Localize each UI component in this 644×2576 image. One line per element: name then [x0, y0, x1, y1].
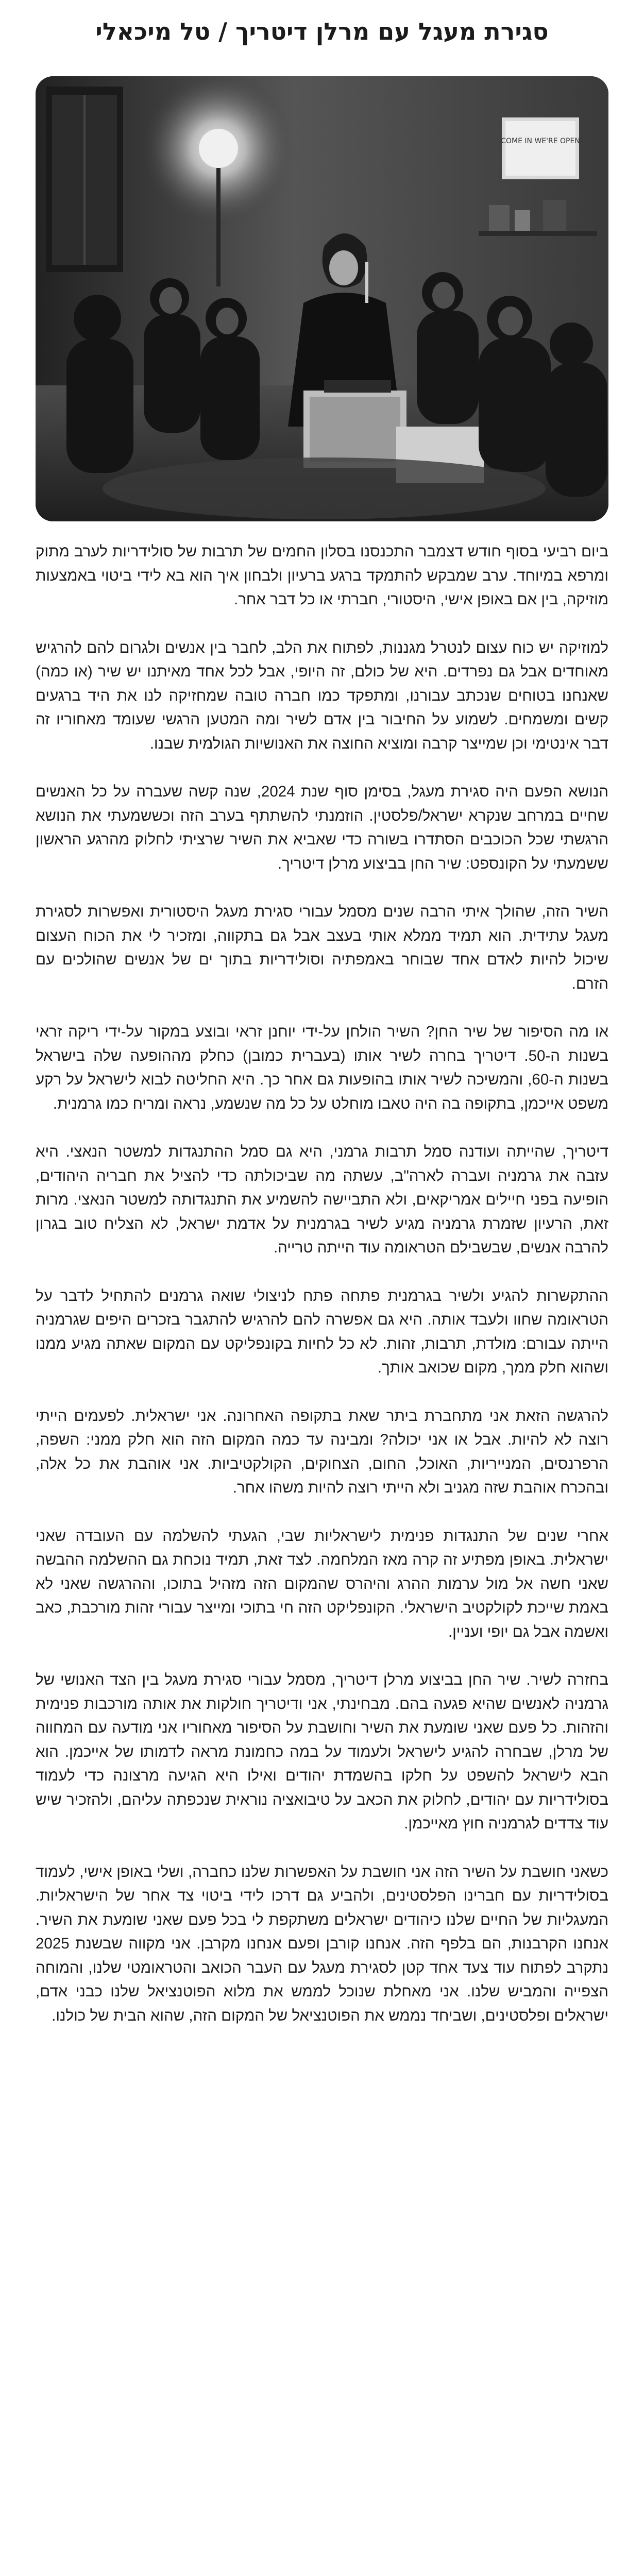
- article-paragraph-4: השיר הזה, שהולך איתי הרבה שנים מסמל עבורי סגירת מעגל היסטורית ואפשרות לסגירת מעגל עתידית. הוא תמיד ממלא אותי בעצב אבל גם בתקווה, ומזכיר לי את הכוח העצום שיכול להיות לאדם אחד שבוחר באמפתיה וסולידריות בתוך ים של אנשים שהולכים עם הזרם.: [36, 903, 608, 992]
- article-paragraph-5: או מה הסיפור של שיר החן? השיר הולחן על-ידי יוחנן זראי ובוצע במקור על-ידי ריקה זראי בשנות ה-50. דיטריך בחרה לשיר אותו (בעברית כמובן) כחלק מההופעה שלה בישראל בשנות ה-60, והמשיכה לשיר אותו בהופעות גם אחר כך. היא החליטה לבוא לישראל על רקע משפט אייכמן, בתקופה בה היה טאבו מוחלט על כל מה שנשמע, נראה ומריח כמו גרמנית.: [36, 1023, 608, 1112]
- living-room-concert-image: [36, 76, 608, 521]
- article-paragraph-11: כשאני חושבת על השיר הזה אני חושבת על האפשרות שלנו כחברה, ושלי באופן אישי, לעמוד בסולידריות עם חברינו הפלסטינים, ולהביע גם דרכו לידי ביטוי צד אחר של הישראליות. המעגליות של החיים שלנו כיהודים ישראלים משתקפת לי בכל פעם שאני שומעת את השיר. אנחנו הקרבנות, הם בלפף הזה. אנחנו קורבן ופעם אנחנו מקרבן. אני מקווה שבשנת 2025 נתקרב לפתוח עוד צעד אחד קטן לסגירת מעגל עם העבר הכואב והטראומטי שלנו, והמוחה הצפייה והמביש שלנו. אני מאחלת שנוכל לממש את מלוא הפוטנציאל שלנו כבני אדם, ישראלים ופלסטינים, ושביחד נממש את הפוטנציאל של המקום הזה, שהוא הבית של כולנו.: [36, 1863, 608, 2024]
- article-paragraph-9: אחרי שנים של התנגדות פנימית לישראליות שבי, הגעתי להשלמה עם העובדה שאני ישראלית. באופן מפתיע זה קרה מאז המלחמה. לצד זאת, תמיד נוכחת גם ההשלמה ההבשה שאני חשה אל מול ערמות ההרג והיהרס שהמקום הזה מזהיל בתוכו, וההרגשה שאני לא באמת שייכת לקולקטיב הישראלי. הקונפליקט הזה חי בתוכי ומייצר עבורי זהות מורכבת, כאב ואשמה אבל גם יופי ועניין.: [36, 1527, 608, 1640]
- article-paragraph-2: למוזיקה יש כוח עצום לנטרל מגננות, לפתוח את הלב, לחבר בין אנשים ולגרום להם להרגיש מאוחדים אבל גם נפרדים. היא של כולם, זה היופי, אבל לכל אחד מאיתנו יש שיר (או כמה) שאנחנו בטוחים שנכתב עבורנו, ומתפקד כמו חברה טובה שמחזיקה לנו את היד ברגעים קשים ומשמחים. לשמוע על החיבור בין אדם לשיר ומה המטען הרגשי שעומד מאחוריו זה דבר אינטימי וכן שמייצר קרבה ומוציא החוצה את האנושיות הגולמית שבנו.: [36, 639, 608, 752]
- article-paragraph-8: להרגשה הזאת אני מתחברת ביתר שאת בתקופה האחרונה. אני ישראלית. לפעמים הייתי רוצה לא להיות. אבל או אני יכולה? ומבינה עד כמה המקום הזה הוא חלק ממני: השפה, הרפרנסים, המנייריות, האוכל, החום, הצחוקים, הקולקטיביות. אני אוהבת את כל אלה, ובהכרח אוהבת שזה מגניב ולא הייתי רוצה להיות משהו אחר.: [36, 1407, 608, 1496]
- article-paragraph-6: דיטריך, שהייתה ועודנה סמל תרבות גרמני, היא גם סמל ההתנגדות למשטר הנאצי. היא עזבה את גרמניה ועברה לארה"ב, עשתה מה שביכולתה כדי להציל את חבריה היהודים, הופיעה בפני חיילים אמריקאים, ולא התביישה להשמיע את התנגדותה למשטר הנאצי. מרות זאת, הרעיון שזמרת גרמניה מגיע לשיר בגרמנית על אדמת ישראל, לא הצליח טוב בגרון להרבה אנשים, שבשבילם הטראומה עוד הייתה טרייה.: [36, 1143, 608, 1256]
- event-photo: [36, 76, 608, 521]
- article-paragraph-3: הנושא הפעם היה סגירת מעגל, בסימן סוף שנת 2024, שנה קשה שעברה על כל האנשים שחיים במרחב שנקרא ישראל/פלסטין. הוזמנתי להשתתף בערב הזה וכששמעתי את הנושא הרגשתי שכל הכוכבים הסתדרו בשורה כדי שאביא את השיר שרציתי לחלוק מהרגע הראשון ששמעתי על הקונספט: שיר החן בביצוע מרלן דיטריך.: [36, 783, 608, 872]
- article-body: [36, 540, 608, 2052]
- wall-sign-text: COME IN WE'RE OPEN: [501, 137, 580, 145]
- article-paragraph-10: בחזרה לשיר. שיר החן בביצוע מרלן דיטריך, מסמל עבורי סגירת מעגל בין הצד האנושי של גרמניה לאנשים שהיא פגעה בהם. מבחינתי, אני ודיטריך חולקות את אותה מורכבות פנימית והזהות. כל פעם שאני שומעת את השיר וחושבת על הסיפור מאחוריו אני מודעה עם המחווה של מרלן, שבחרה להגיע לישראל ולעמוד על במה כחמונת מראה לדמותו של אייכמן. הוא הבא לישראל להשפט על חלקו בהשמדת יהודים ואילו היא הגיעה מרצונה כדי לעמוד בסולידריות עם יהודים, לחלוק את הכאב על טיבואציה נוראית שנכפתה עליהם, ולהזכיר שיש עוד צדדים לגרמניה חוץ מאייכמן.: [36, 1671, 608, 1832]
- post-title: סגירת מעגל עם מרלן דיטריך / טל מיכאלי: [95, 18, 549, 45]
- article-paragraph-1: ביום רביעי בסוף חודש דצמבר התכנסנו בסלון החמים של תרבות של סולידריות לערב מתוק ומרפא במיוחד. ערב שמבקש להתמקד ברגע ברעיון ולבחון איך הוא בא לידי ביטוי באמצעות מוזיקה, בין אם באופן אישי, היסטורי, חברתי או כל דבר אחר.: [36, 543, 608, 608]
- article-paragraph-7: ההתקשרות להגיע ולשיר בגרמנית פתחה פתח לניצולי שואה גרמנים להתחיל לדבר על הטראומה שחוו ולעבד אותה. היא גם אפשרה להם להרגיש להתגבר בזכרים היפים שגרמניה הייתה עבורם: מולדת, תרבות, זהות. לא כל לחיות בקונפליקט עם המקום שאתה מגיע ממנו ושהוא חלק ממך, מקום שכואב אותך.: [36, 1287, 608, 1376]
